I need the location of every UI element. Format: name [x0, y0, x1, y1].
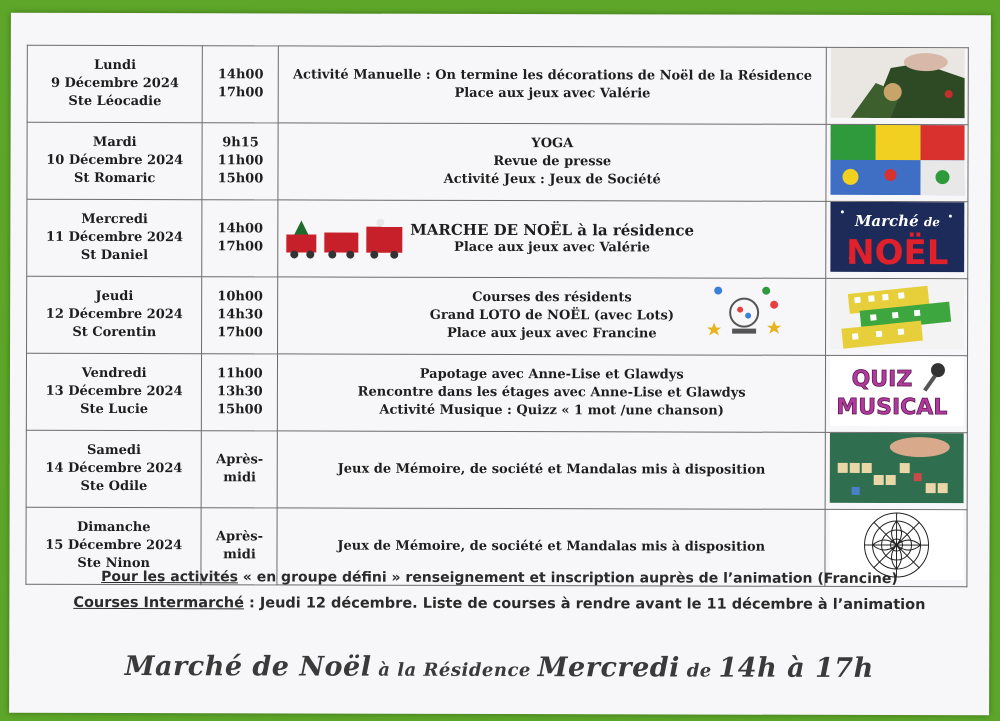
- time-cell: [202, 200, 278, 277]
- mandala-drawing: [829, 510, 963, 580]
- day-cell: [26, 430, 202, 507]
- day-saint: St Romaric: [74, 170, 156, 187]
- christmas-ornament-photo: [830, 48, 964, 118]
- day-cell: [27, 122, 203, 199]
- activity-text: Papotage avec Anne-Lise et Glawdys: [419, 366, 684, 383]
- note-shopping-text: : Jeudi 12 décembre. Liste de courses à rendre avant le 11 décembre à l’animation: [243, 595, 926, 614]
- activity-text: Place aux jeux avec Valérie: [454, 239, 651, 256]
- quiz-musical-logo: [829, 356, 963, 426]
- day-date: 13 Décembre 2024: [45, 383, 183, 400]
- schedule-table: [25, 45, 968, 587]
- table-row: [27, 45, 968, 124]
- day-name: Lundi: [93, 57, 137, 74]
- time-value: 9h15: [222, 135, 259, 151]
- time-value: midi: [223, 470, 257, 486]
- activity-text: YOGA: [531, 136, 574, 152]
- day-saint: Ste Lucie: [80, 401, 149, 418]
- scrabble-photo: [829, 433, 963, 503]
- table-row: [27, 199, 968, 278]
- day-name: Mercredi: [81, 211, 148, 228]
- note-shopping: [9, 595, 989, 614]
- time-cell: [203, 46, 279, 123]
- day-saint: Ste Léocadie: [68, 93, 162, 110]
- time-value: 11h00: [217, 366, 263, 382]
- note-activities: [9, 569, 989, 588]
- activity-cell: [278, 123, 826, 201]
- activity-text: Activité Manuelle : On termine les décorations de Noël de la Résidence: [292, 67, 813, 84]
- image-cell: [826, 124, 968, 201]
- activity-text: Revue de presse: [493, 153, 612, 170]
- banner-part: Mercredi: [537, 652, 680, 684]
- activity-text: Courses des résidents: [472, 289, 632, 306]
- day-cell: [27, 45, 203, 122]
- time-value: 14h00: [217, 221, 264, 237]
- activity-cell: [278, 431, 826, 509]
- activity-text: Jeux de Mémoire, de société et Mandalas mis à disposition: [337, 538, 766, 555]
- marche-de-noel-poster: [830, 202, 964, 272]
- time-value: 11h00: [217, 153, 264, 169]
- activity-cell: [278, 354, 826, 432]
- board-game-photo: [830, 125, 964, 195]
- day-name: Vendredi: [81, 365, 147, 382]
- table-row: [27, 276, 968, 355]
- day-date: 11 Décembre 2024: [45, 229, 184, 246]
- activity-text: Rencontre dans les étages avec Anne-Lise et Glawdys: [357, 384, 746, 401]
- banner-part: Marché de Noël: [124, 651, 372, 683]
- activity-text: Place aux jeux avec Francine: [446, 325, 657, 342]
- time-value: 15h00: [217, 171, 264, 187]
- activity-text: Activité Musique : Quizz « 1 mot /une chanson): [379, 402, 724, 419]
- time-cell: [202, 431, 278, 508]
- loto-cards-photo: [830, 279, 964, 349]
- table-row: [26, 430, 967, 509]
- bingo-cage-icon: [707, 283, 785, 343]
- poster-title-line1: Marché de: [854, 211, 940, 231]
- quiz-title: QUIZ: [851, 366, 912, 393]
- time-value: 14h30: [217, 307, 263, 323]
- activity-text: Activité Jeux : Jeux de Société: [443, 171, 661, 188]
- day-name: Mardi: [92, 134, 137, 151]
- activity-text: MARCHE DE NOËL à la résidence: [410, 220, 695, 240]
- banner-part: 14h à 17h: [718, 652, 874, 684]
- day-date: 12 Décembre 2024: [45, 306, 183, 323]
- activity-text: Grand LOTO de NOËL (avec Lots): [429, 307, 675, 324]
- time-value: 17h00: [217, 85, 264, 101]
- day-date: 14 Décembre 2024: [45, 460, 183, 477]
- image-cell: [825, 432, 967, 509]
- day-cell: [26, 353, 202, 430]
- image-cell: [826, 201, 968, 278]
- activity-text: Place aux jeux avec Valérie: [454, 85, 651, 102]
- day-name: Dimanche: [77, 519, 151, 536]
- time-value: 10h00: [217, 289, 263, 305]
- time-cell: [202, 123, 278, 200]
- note-shopping-label: Courses Intermarché: [73, 594, 245, 612]
- activity-cell: [278, 277, 826, 355]
- day-name: Jeudi: [95, 288, 134, 305]
- time-value: 14h00: [217, 67, 264, 83]
- table-row: [27, 122, 968, 201]
- time-value: midi: [223, 547, 256, 563]
- day-saint: Ste Odile: [80, 478, 148, 495]
- day-saint: Ste Ninon: [77, 555, 150, 572]
- time-value: Après-: [215, 529, 264, 545]
- day-date: 9 Décembre 2024: [50, 75, 179, 92]
- christmas-market-banner: [9, 651, 989, 685]
- christmas-train-icon: [285, 216, 407, 260]
- time-cell: [202, 277, 278, 354]
- table-row: [26, 353, 967, 432]
- schedule-sheet: [9, 13, 991, 716]
- time-value: 17h00: [217, 325, 263, 341]
- activity-cell: [279, 46, 827, 124]
- image-cell: [825, 355, 967, 432]
- time-value: 15h00: [216, 402, 263, 418]
- banner-part: à la Résidence: [371, 659, 538, 682]
- day-name: Samedi: [87, 442, 141, 459]
- note-activities-label: Pour les activités: [101, 568, 238, 586]
- time-value: 17h00: [217, 239, 264, 255]
- time-value: 13h30: [217, 384, 263, 400]
- day-cell: [27, 199, 203, 276]
- poster-title-line2: NOËL: [845, 232, 948, 273]
- day-date: 15 Décembre 2024: [45, 537, 183, 554]
- quiz-subtitle: MUSICAL: [835, 394, 947, 421]
- time-value: Après-: [216, 452, 264, 468]
- image-cell: [826, 47, 968, 124]
- day-cell: [27, 276, 203, 353]
- banner-part: de: [679, 660, 719, 682]
- day-saint: St Corentin: [72, 324, 157, 341]
- day-saint: St Daniel: [80, 247, 149, 264]
- time-cell: [202, 354, 278, 431]
- note-activities-text: « en groupe défini » renseignement et inscription auprès de l’animation (Francine): [237, 569, 898, 588]
- image-cell: [826, 278, 968, 355]
- activity-cell: [278, 200, 826, 278]
- activity-text: Jeux de Mémoire, de société et Mandalas mis à disposition: [337, 461, 766, 478]
- day-date: 10 Décembre 2024: [46, 152, 184, 169]
